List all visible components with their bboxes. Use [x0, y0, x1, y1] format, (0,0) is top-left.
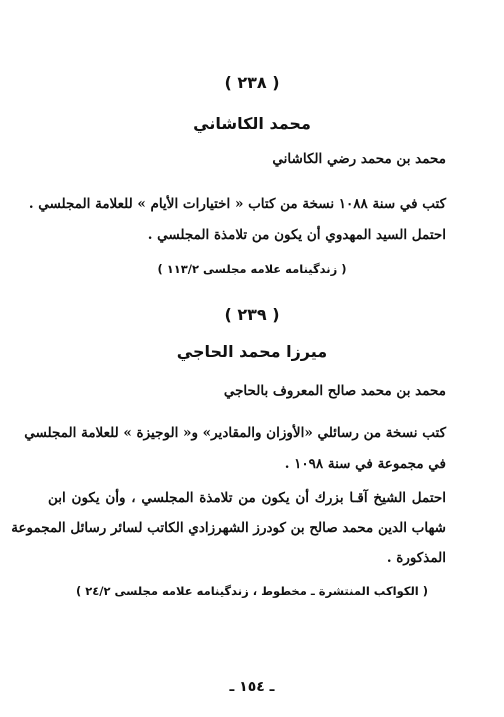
entry-number: ( ٢٣٨ ): [224, 73, 280, 92]
entry-number: ( ٢٣٩ ): [224, 305, 280, 324]
entry-text-line: احتمل الشيخ آقـا بزرك أن يكون من تلامذة المجلسي ، وأن يكون ابن: [48, 490, 446, 506]
entry-source: ( الكواكب المنتشرة ـ مخطوط ، زندگينامه علامه مجلسى ٢٤/٢ ): [75, 584, 429, 598]
entry-full-name: محمد بن محمد رضي الكاشاني: [272, 151, 446, 167]
entry-text-line: احتمل السيد المهدوي أن يكون من تلامذة المجلسي .: [147, 227, 446, 243]
entry-title: ميرزا محمد الحاجي: [176, 342, 328, 361]
entry-title: محمد الكاشاني: [193, 114, 311, 133]
entry-source: ( زندگينامه علامه مجلسى ١١٣/٢ ): [157, 262, 347, 276]
entry-text-line: المذكورة .: [386, 550, 446, 566]
entry-text-line: كتب في سنة ١٠٨٨ نسخة من كتاب « اختيارات الأيام » للعلامة المجلسي .: [28, 196, 446, 212]
entry-text-line: كتب نسخة من رسائلي «الأوزان والمقادير» و« الوجيزة » للعلامة المجلسي: [24, 425, 446, 441]
entry-text-line: في مجموعة في سنة ١٠٩٨ .: [284, 456, 446, 472]
entry-text-line: شهاب الدين محمد صالح بن كودرز الشهرزادي الكاتب لسائر رسائل المجموعة: [11, 520, 446, 536]
entry-full-name: محمد بن محمد صالح المعروف بالحاجي: [223, 383, 446, 399]
page-number: ـ ١٥٤ ـ: [229, 679, 275, 695]
